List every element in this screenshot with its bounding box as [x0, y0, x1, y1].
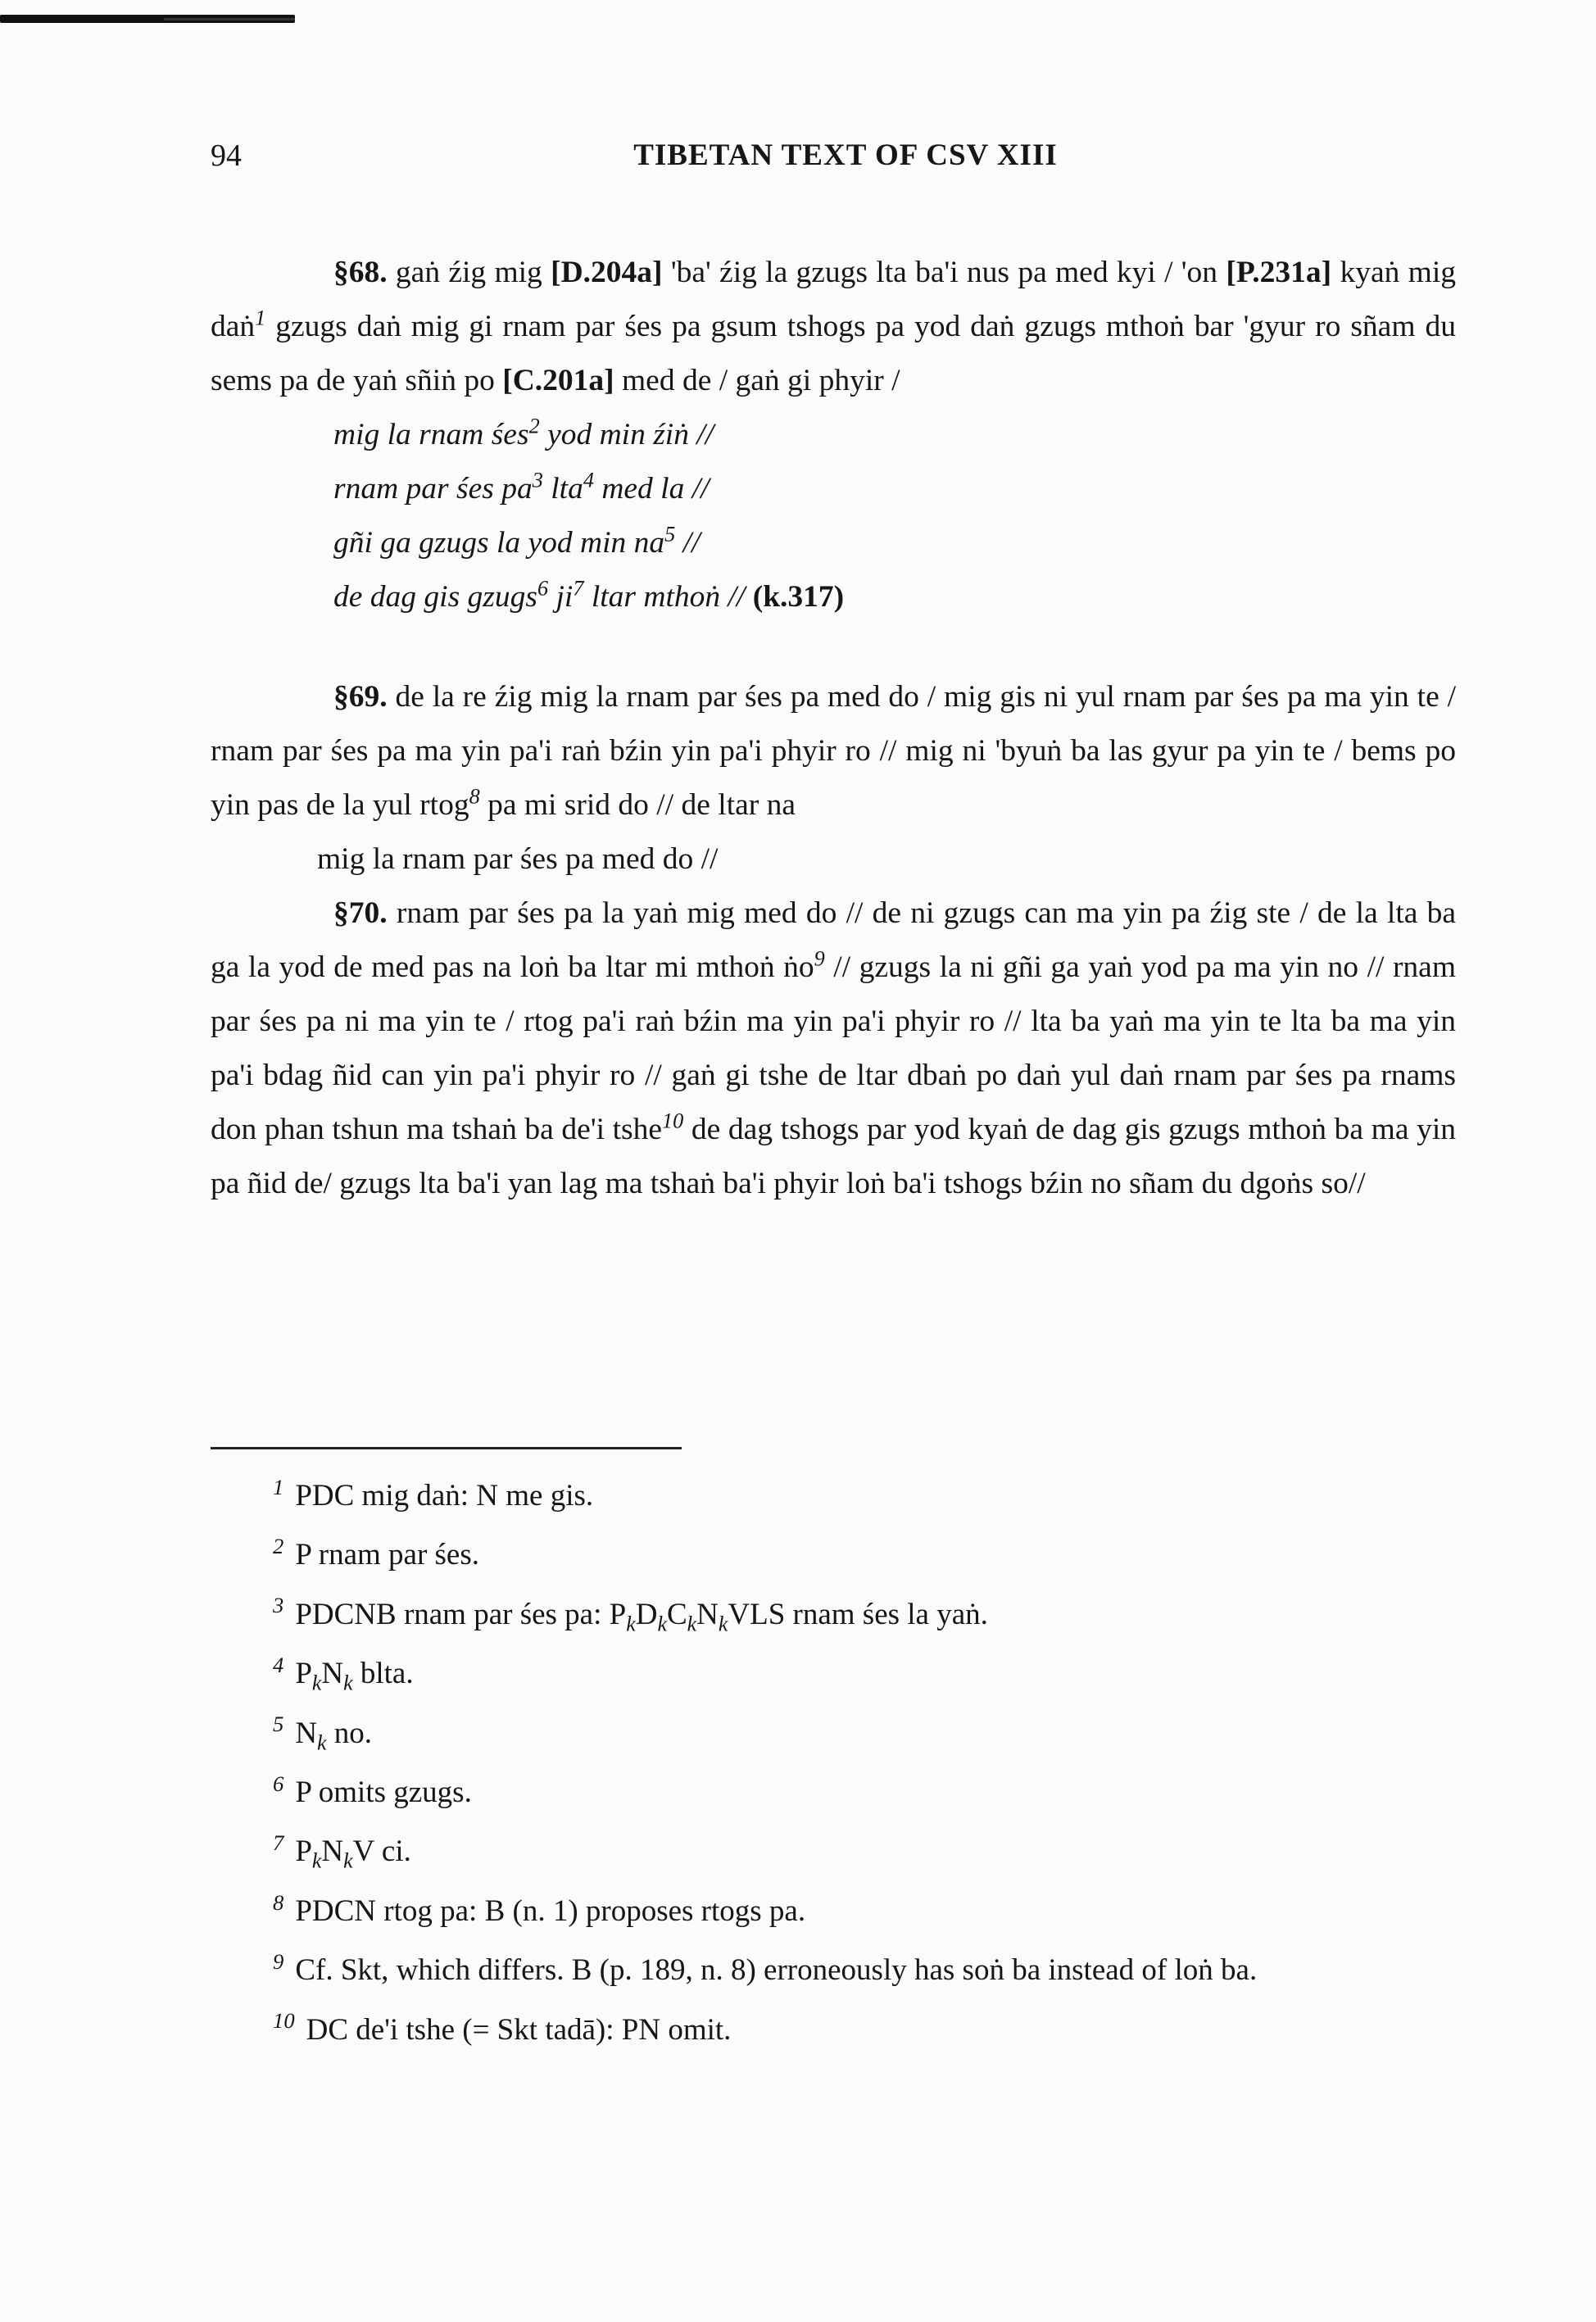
- folio-ref: [P.231a]: [1226, 256, 1332, 289]
- subscript: k: [718, 1612, 728, 1636]
- karika-ref: (k.317): [752, 580, 845, 614]
- footnote-text: N: [321, 1834, 344, 1869]
- footnote-text: PDCN rtog pa: B (n. 1) proposes rtogs pa.: [295, 1893, 806, 1928]
- text-run: kyaṅ mig daṅ: [211, 256, 1457, 343]
- footnote-number: 8: [273, 1889, 284, 1915]
- footnote-5: [273, 1704, 1469, 1763]
- subscript: k: [343, 1671, 353, 1695]
- subscript: k: [311, 1848, 322, 1873]
- page-number: 94: [211, 138, 242, 173]
- subscript: k: [626, 1612, 636, 1636]
- text-run: // gzugs la ni gñi ga yaṅ yod pa ma yin no // rnam par śes pa ni ma yin te / rtog pa'i raṅ bźin ma yin pa'i phyir ro // lta ba yaṅ ma yin te lta ba ma yin pa'i bdag ñid can yin pa'i phyir ro // gaṅ gi tshe de ltar dbaṅ po daṅ yul daṅ rnam par śes pa rnams don phan tshun ma tshaṅ ba de'i tshe: [211, 950, 1456, 1146]
- verse-line-2: [211, 462, 1456, 516]
- verse-text: gñi ga gzugs la yod min na: [333, 526, 665, 560]
- paragraph-70: [211, 887, 1456, 1211]
- paragraph-69-continuation: mig la rnam par śes pa med do //: [317, 842, 719, 876]
- footnote-text: V ci.: [352, 1834, 411, 1869]
- footnote-number: 10: [273, 2008, 295, 2034]
- footnote-text: C: [666, 1597, 687, 1631]
- verse-text: //: [675, 526, 701, 560]
- verse-line-4: [211, 570, 1456, 624]
- subscript: k: [687, 1612, 697, 1636]
- footnote-text: D: [635, 1597, 658, 1631]
- footnote-text: P: [295, 1834, 312, 1869]
- footnote-text: DC de'i tshe (= Skt tadā): PN omit.: [306, 2012, 732, 2047]
- footnote-ref: 3: [532, 468, 543, 492]
- footnote-text: PDCNB rnam par śes pa: P: [295, 1597, 627, 1631]
- text-run: de la re źig mig la rnam par śes pa med do / mig gis ni yul rnam par śes pa ma yin te / rnam par śes pa ma yin pa'i raṅ bźin yin pa'i phyir ro // mig ni 'byuṅ ba las gyur pa yin te / bems po yin pas de la yul rtog: [211, 680, 1456, 822]
- text-run: 'ba' źig la gzugs lta ba'i nus pa med kyi / 'on: [662, 256, 1226, 289]
- subscript: k: [343, 1848, 353, 1873]
- footnote-text: Cf. Skt, which differs. B (p. 189, n. 8) erroneously has soṅ ba instead of loṅ ba.: [295, 1953, 1258, 1988]
- footnote-ref: 8: [469, 784, 480, 809]
- footnote-ref: 2: [528, 414, 540, 438]
- folio-ref: [D.204a]: [551, 256, 663, 289]
- footnote-text: P: [295, 1657, 312, 1691]
- footnote-text: VLS rnam śes la yaṅ.: [728, 1597, 988, 1631]
- footnote-ref: 4: [583, 468, 594, 492]
- sections-69-70: [211, 670, 1456, 1211]
- footnote-rule: [211, 1447, 682, 1449]
- verse-line-3: [211, 516, 1456, 570]
- footnote-text: N: [321, 1657, 344, 1691]
- footnote-text: PDC mig daṅ: N me gis.: [295, 1479, 594, 1512]
- footnote-number: 4: [273, 1652, 284, 1677]
- paragraph-68: [211, 246, 1456, 408]
- footnote-text: no.: [326, 1716, 373, 1750]
- footnote-ref: 1: [255, 306, 266, 330]
- footnote-9: [273, 1941, 1469, 2000]
- footnote-2: [273, 1526, 1469, 1585]
- footnote-7: [273, 1822, 1469, 1881]
- verse-text: mig la rnam śes: [333, 418, 529, 451]
- footnote-4: [273, 1644, 1469, 1703]
- folio-ref: [C.201a]: [502, 364, 614, 397]
- section-number: §68.: [333, 256, 388, 289]
- verse-text: med la //: [593, 472, 710, 506]
- footnote-text: N: [295, 1716, 318, 1750]
- text-run: med de / gaṅ gi phyir /: [614, 364, 900, 397]
- footnote-text: blta.: [352, 1657, 414, 1691]
- footnote-ref: 10: [662, 1109, 684, 1133]
- footnote-1: [273, 1467, 1469, 1526]
- footnote-ref: 7: [573, 576, 584, 601]
- footnote-text: P omits gzugs.: [295, 1776, 472, 1810]
- footnote-number: 9: [273, 1948, 284, 1974]
- paragraph-69: [211, 670, 1456, 832]
- text-run: gaṅ źig mig: [387, 256, 551, 289]
- footnote-3: [273, 1585, 1469, 1644]
- footnote-ref: 9: [814, 946, 825, 971]
- scan-artifact-line: [164, 18, 295, 20]
- text-run: pa mi srid do // de ltar na: [479, 788, 796, 822]
- footnote-8: [273, 1882, 1469, 1941]
- footnote-number: 2: [273, 1534, 284, 1559]
- footnote-ref: 6: [537, 576, 549, 601]
- footnote-10: [273, 2001, 1469, 2060]
- text-run: gzugs daṅ mig gi rnam par śes pa gsum tshogs pa yod daṅ gzugs mthoṅ bar 'gyur ro sñam du sems pa de yaṅ sñiṅ po: [211, 310, 1456, 397]
- verse-text: lta: [542, 472, 583, 506]
- footnote-number: 5: [273, 1712, 284, 1737]
- section-number: §70.: [333, 896, 388, 930]
- subscript: k: [311, 1671, 322, 1695]
- text-run: rnam par śes pa la yaṅ mig med do // de ni gzugs can ma yin pa źig ste / de la lta ba ga la yod de med pas na loṅ ba ltar mi mthoṅ ṅo: [211, 896, 1456, 984]
- verse-text: ji: [548, 580, 574, 614]
- verse-text: rnam par śes pa: [333, 472, 533, 506]
- subscript: k: [317, 1730, 327, 1755]
- footnote-number: 3: [273, 1593, 284, 1618]
- footnotes: [273, 1467, 1469, 2060]
- footnote-text: N: [696, 1597, 719, 1631]
- text-run: de dag tshogs par yod kyaṅ de dag gis gzugs mthoṅ ba ma yin pa ñid de/ gzugs lta ba'i yan lag ma tshaṅ ba'i phyir loṅ ba'i tshogs bźin no sñam du dgoṅs so//: [211, 1113, 1456, 1200]
- page-header: [211, 138, 1480, 187]
- footnote-6: [273, 1763, 1469, 1822]
- footnote-text: P rnam par śes.: [295, 1538, 480, 1572]
- subscript: k: [657, 1612, 667, 1636]
- section-68: [211, 246, 1456, 624]
- verse-text: yod min źiṅ //: [539, 418, 714, 451]
- section-number: §69.: [333, 680, 388, 714]
- footnote-number: 6: [273, 1771, 284, 1796]
- verse-line-1: [211, 408, 1456, 462]
- footnote-ref: 5: [664, 522, 676, 546]
- running-head: TIBETAN TEXT OF CSV XIII: [633, 138, 1058, 172]
- footnote-number: 7: [273, 1830, 284, 1856]
- verse-text: de dag gis gzugs: [333, 580, 537, 614]
- verse-text: ltar mthoṅ //: [583, 580, 753, 614]
- footnote-number: 1: [273, 1474, 284, 1499]
